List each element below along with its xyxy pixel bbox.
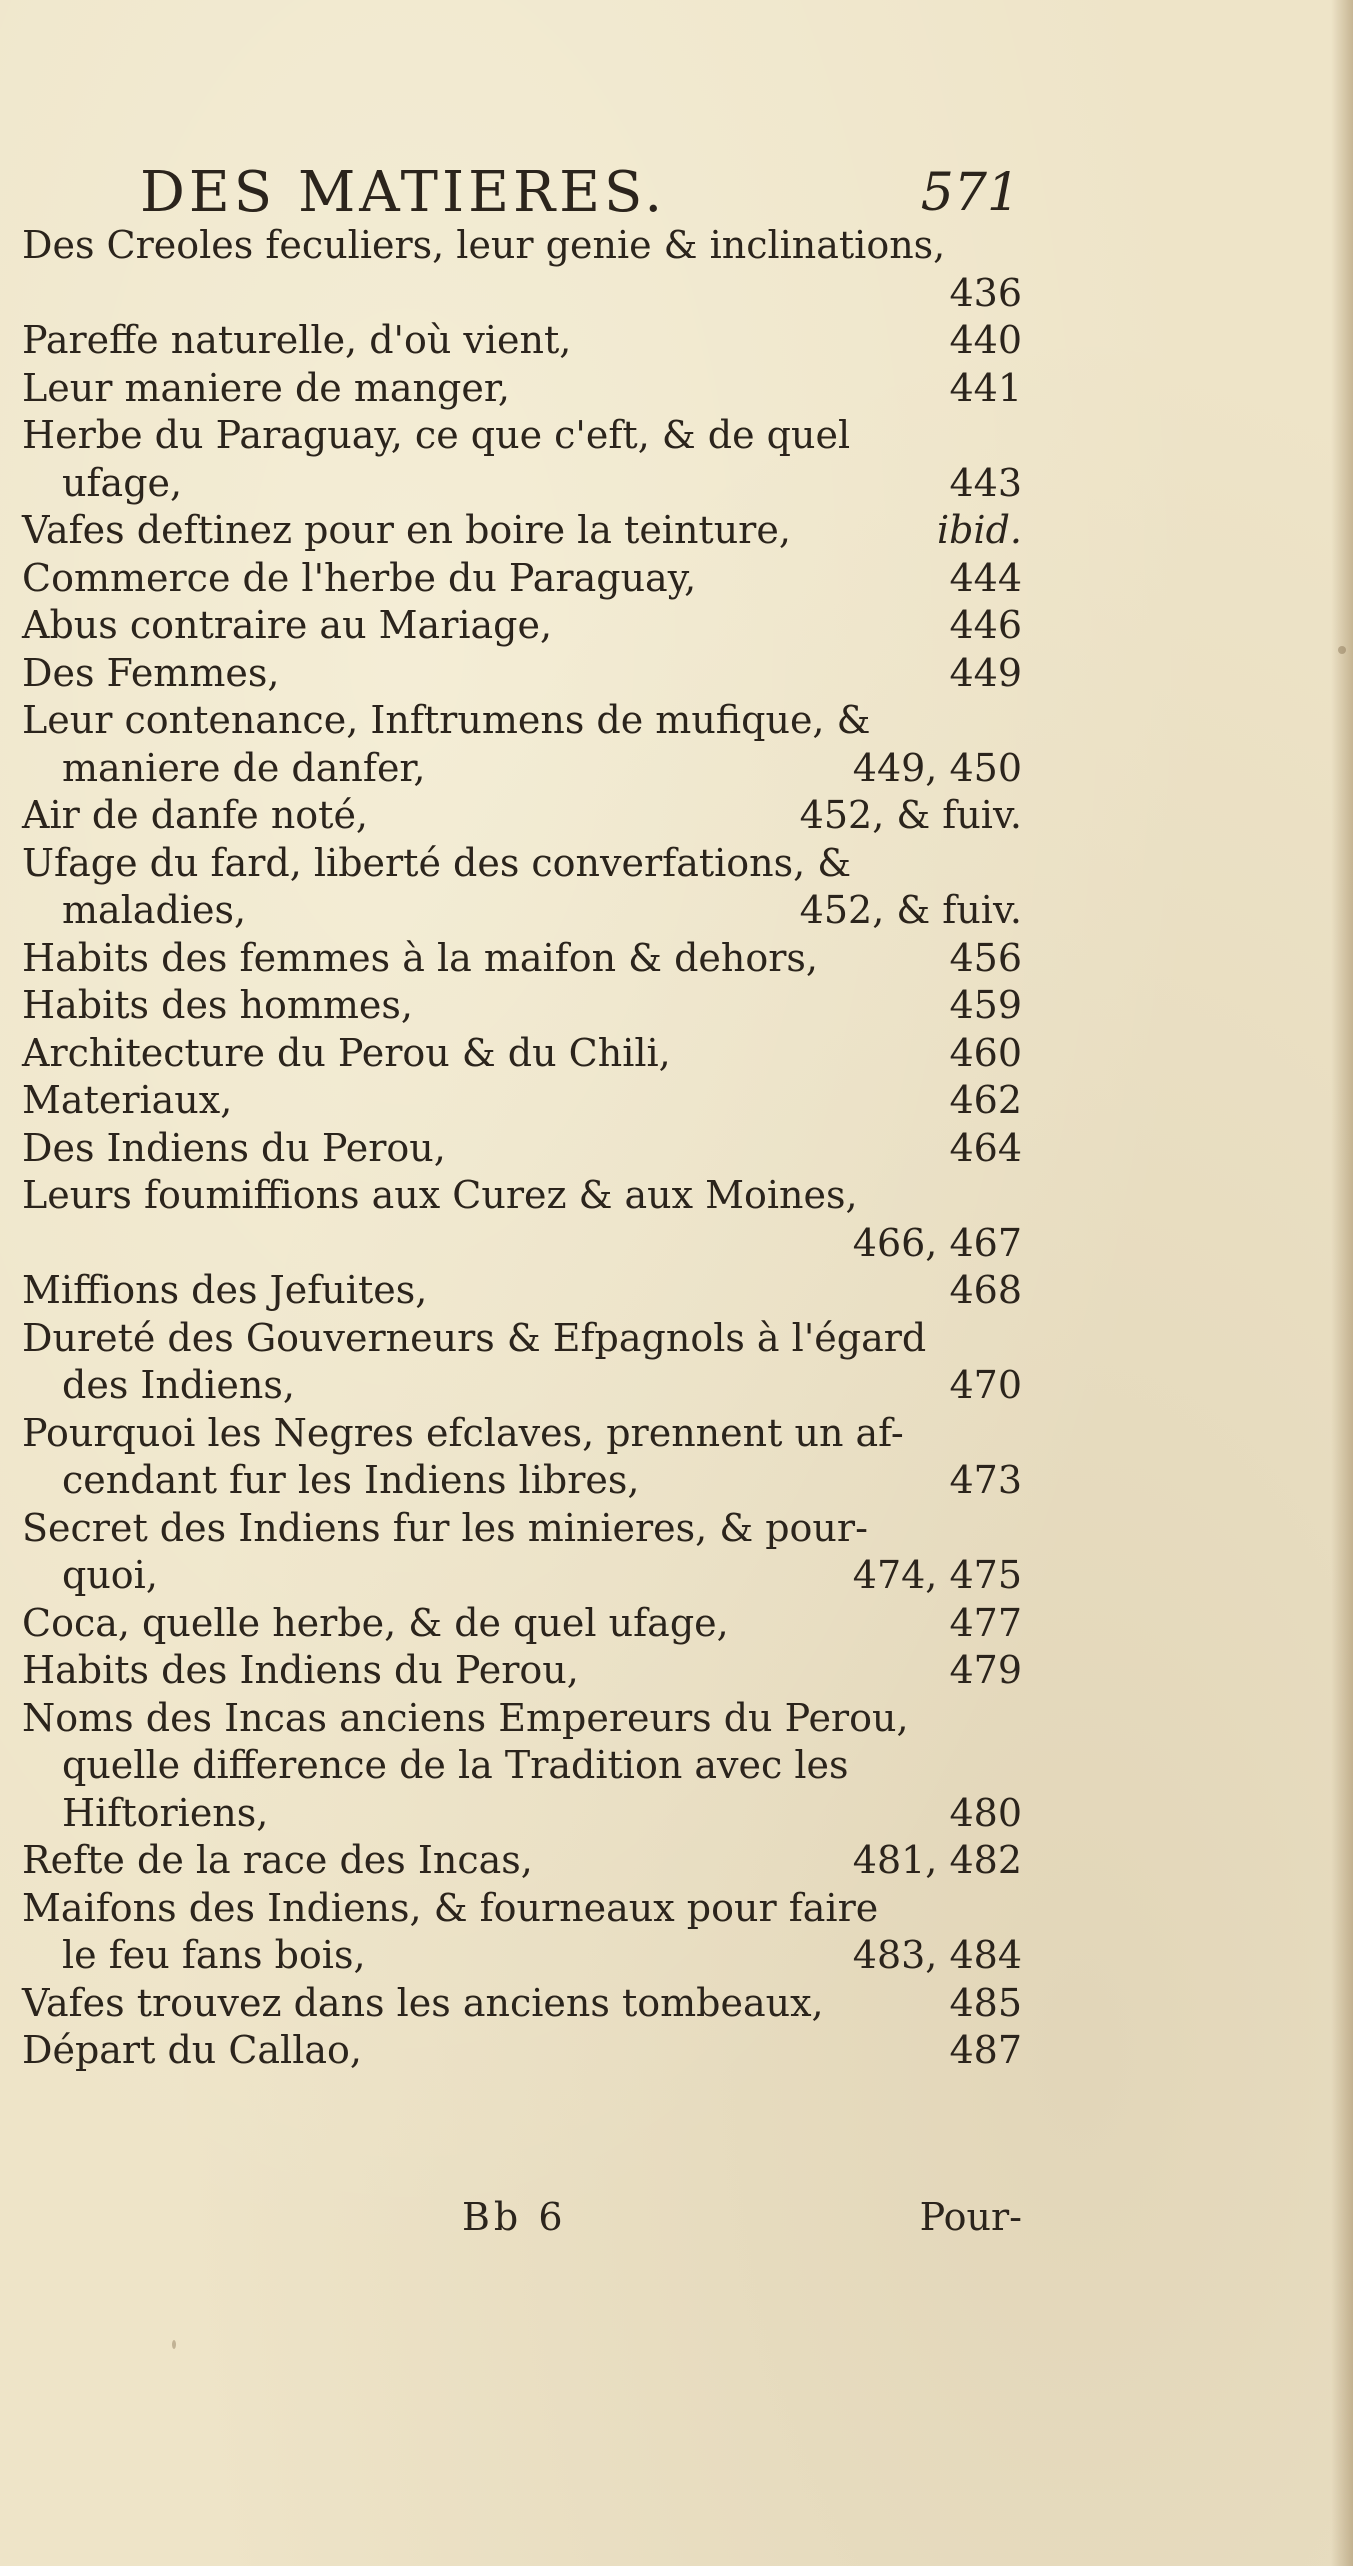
index-line bbox=[22, 222, 1022, 270]
entry-page: 444 bbox=[949, 555, 1022, 600]
entry-page: 441 bbox=[949, 365, 1022, 410]
index-line bbox=[22, 602, 1022, 650]
index-line bbox=[22, 1600, 1022, 1648]
entry-page: 449 bbox=[949, 650, 1022, 695]
index-line bbox=[22, 1315, 1022, 1363]
index-line bbox=[22, 317, 1022, 365]
entry-page: 460 bbox=[949, 1030, 1022, 1075]
index-line bbox=[22, 1077, 1022, 1125]
entry-page: 446 bbox=[949, 603, 1022, 647]
entry-page: 485 bbox=[949, 1980, 1022, 2025]
entry-page: 443 bbox=[949, 460, 1022, 505]
entry-text: Vafes deftinez pour en boire la teinture, bbox=[22, 508, 791, 552]
entry-page: 440 bbox=[949, 318, 1022, 362]
entry-text: Des Femmes, bbox=[22, 650, 280, 695]
entry-page: 480 bbox=[949, 1790, 1022, 1835]
entry-text: des Indiens, bbox=[62, 1363, 295, 1407]
entry-text: Herbe du Paraguay, ce que c'eft, & de quel bbox=[22, 413, 851, 457]
running-header-title: DES MATIERES. bbox=[140, 160, 667, 225]
index-line bbox=[22, 1790, 1022, 1838]
entry-text: ufage, bbox=[62, 460, 183, 505]
index-line bbox=[22, 460, 1022, 508]
entry-page: 474, 475 bbox=[852, 1553, 1022, 1597]
entry-text: Commerce de l'herbe du Paraguay, bbox=[22, 555, 697, 600]
entry-text: Coca, quelle herbe, & de quel ufage, bbox=[22, 1600, 729, 1645]
entry-text: Miffions des Jefuites, bbox=[22, 1268, 428, 1312]
index-line bbox=[22, 2027, 1022, 2075]
entry-page: 466, 467 bbox=[852, 1220, 1022, 1265]
entry-text: Hiftoriens, bbox=[62, 1790, 269, 1835]
index-line bbox=[22, 1980, 1022, 2028]
index-line bbox=[22, 697, 1022, 745]
index-line bbox=[22, 1030, 1022, 1078]
entry-text: Secret des Indiens fur les minieres, & pour- bbox=[22, 1505, 868, 1550]
entry-text: le feu fans bois, bbox=[62, 1933, 366, 1977]
entry-text: quoi, bbox=[62, 1553, 158, 1597]
entry-text: Abus contraire au Mariage, bbox=[22, 603, 553, 647]
entry-page: 479 bbox=[949, 1648, 1022, 1692]
index-line bbox=[22, 887, 1022, 935]
index-line bbox=[22, 1552, 1022, 1600]
entry-text: Pareffe naturelle, d'où vient, bbox=[22, 318, 572, 362]
entry-text: Leur maniere de manger, bbox=[22, 365, 510, 410]
index-line bbox=[22, 1125, 1022, 1173]
entry-text: Pourquoi les Negres efclaves, prennent un af- bbox=[22, 1410, 904, 1455]
entry-text: maniere de danfer, bbox=[62, 745, 426, 790]
index-line bbox=[22, 1362, 1022, 1410]
index-line bbox=[22, 507, 1022, 555]
index-line bbox=[22, 745, 1022, 793]
entry-text: Materiaux, bbox=[22, 1078, 233, 1122]
index-line bbox=[22, 1505, 1022, 1553]
page-number: 571 bbox=[920, 163, 1020, 223]
index-line bbox=[22, 412, 1022, 460]
page-edge-shadow bbox=[1331, 0, 1353, 2566]
page-footer bbox=[22, 2192, 1022, 2242]
entry-text: Air de danfe noté, bbox=[22, 793, 369, 837]
running-header bbox=[140, 158, 1020, 228]
entry-page: 477 bbox=[949, 1600, 1022, 1645]
index-entries bbox=[22, 222, 1022, 2075]
index-line bbox=[22, 1172, 1022, 1220]
entry-text: Habits des femmes à la maifon & dehors, bbox=[22, 935, 818, 980]
entry-page: 468 bbox=[949, 1268, 1022, 1312]
entry-text: Habits des Indiens du Perou, bbox=[22, 1648, 579, 1692]
entry-page: 436 bbox=[949, 270, 1022, 315]
entry-page: 452, & fuiv. bbox=[799, 888, 1022, 932]
entry-text: Vafes trouvez dans les anciens tombeaux, bbox=[22, 1980, 824, 2025]
entry-text: Des Indiens du Perou, bbox=[22, 1125, 446, 1170]
entry-text: Ufage du fard, liberté des converfations, & bbox=[22, 840, 852, 885]
entry-text: quelle difference de la Tradition avec les bbox=[62, 1743, 849, 1787]
index-line bbox=[22, 1647, 1022, 1695]
index-line bbox=[22, 650, 1022, 698]
index-line bbox=[22, 1220, 1022, 1268]
entry-page: 473 bbox=[949, 1458, 1022, 1502]
index-line bbox=[22, 935, 1022, 983]
entry-page: 470 bbox=[949, 1363, 1022, 1407]
index-line bbox=[22, 1457, 1022, 1505]
index-line bbox=[22, 1267, 1022, 1315]
index-line bbox=[22, 270, 1022, 318]
entry-page: 481, 482 bbox=[852, 1838, 1022, 1882]
ink-speck bbox=[1338, 646, 1346, 654]
entry-page: 459 bbox=[949, 983, 1022, 1027]
index-line bbox=[22, 1932, 1022, 1980]
entry-text: Départ du Callao, bbox=[22, 2028, 362, 2072]
signature-mark: Bb 6 bbox=[462, 2195, 567, 2239]
catchword: Pour- bbox=[919, 2195, 1022, 2239]
entry-page: ibid. bbox=[936, 508, 1022, 552]
entry-text: maladies, bbox=[62, 888, 247, 932]
entry-page: 462 bbox=[949, 1078, 1022, 1122]
entry-page: 487 bbox=[949, 2028, 1022, 2072]
index-line bbox=[22, 1410, 1022, 1458]
index-line bbox=[22, 792, 1022, 840]
entry-text: Dureté des Gouverneurs & Efpagnols à l'égard bbox=[22, 1315, 927, 1360]
index-line bbox=[22, 1742, 1022, 1790]
entry-text: Des Creoles feculiers, leur genie & inclinations, bbox=[22, 223, 946, 267]
index-line bbox=[22, 840, 1022, 888]
entry-page: 464 bbox=[949, 1125, 1022, 1170]
entry-text: Architecture du Perou & du Chili, bbox=[22, 1030, 671, 1075]
entry-page: 452, & fuiv. bbox=[799, 793, 1022, 837]
index-line bbox=[22, 1885, 1022, 1933]
entry-page: 449, 450 bbox=[852, 745, 1022, 790]
index-line bbox=[22, 982, 1022, 1030]
entry-text: Noms des Incas anciens Empereurs du Perou, bbox=[22, 1695, 909, 1740]
entry-page: 483, 484 bbox=[852, 1933, 1022, 1977]
index-line bbox=[22, 1837, 1022, 1885]
entry-text: Refte de la race des Incas, bbox=[22, 1838, 533, 1882]
entry-text: Habits des hommes, bbox=[22, 983, 414, 1027]
entry-text: cendant fur les Indiens libres, bbox=[62, 1458, 640, 1502]
index-line bbox=[22, 555, 1022, 603]
entry-text: Leur contenance, Inftrumens de mufique, & bbox=[22, 698, 871, 742]
index-line bbox=[22, 1695, 1022, 1743]
entry-text: Leurs foumiffions aux Curez & aux Moines, bbox=[22, 1173, 858, 1217]
entry-page: 456 bbox=[949, 935, 1022, 980]
ink-speck bbox=[172, 2340, 176, 2349]
index-line bbox=[22, 365, 1022, 413]
entry-text: Maifons des Indiens, & fourneaux pour faire bbox=[22, 1885, 879, 1930]
